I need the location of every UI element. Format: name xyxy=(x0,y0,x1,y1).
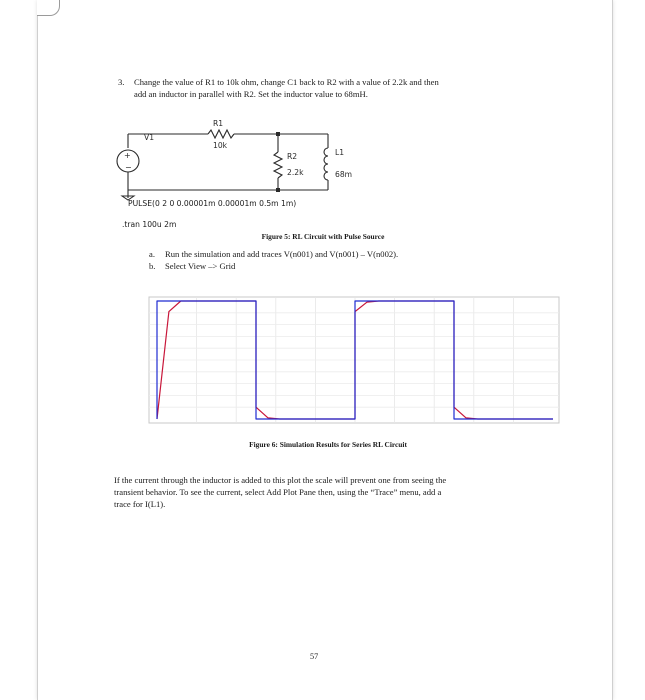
l1-value: 68m xyxy=(335,170,353,179)
l1-label: L1 xyxy=(335,148,345,157)
paragraph-line-3: trace for I(L1). xyxy=(114,499,166,509)
tran-directive: .tran 100u 2m xyxy=(122,220,177,229)
page-corner-tab xyxy=(37,0,60,16)
r1-label: R1 xyxy=(213,119,224,128)
step-a-text: Run the simulation and add traces V(n001) and V(n001) – V(n002). xyxy=(165,249,399,259)
node-dot xyxy=(276,132,280,136)
paragraph-line-2: transient behavior. To see the current, select Add Plot Pane then, using the “Trace” menu, add a xyxy=(114,487,442,497)
question-line-1: Change the value of R1 to 10k ohm, change C1 back to R2 with a value of 2.2k and then xyxy=(134,77,439,87)
v1-label: V1 xyxy=(144,133,155,142)
simulation-plot xyxy=(149,297,559,423)
r2-label: R2 xyxy=(287,152,298,161)
r2-value: 2.2k xyxy=(287,168,304,177)
r1-value: 10k xyxy=(213,141,228,150)
l1-inductor-icon xyxy=(324,148,328,180)
v1-plus-sign: + xyxy=(124,151,131,160)
page-number: 57 xyxy=(310,652,319,661)
r1-resistor-icon xyxy=(208,130,234,138)
v1-minus-sign: − xyxy=(125,163,132,172)
figure-6-caption: Figure 6: Simulation Results for Series RL Circuit xyxy=(249,440,407,449)
step-b-marker: b. xyxy=(149,261,156,271)
pulse-directive: PULSE(0 2 0 0.00001m 0.00001m 0.5m 1m) xyxy=(128,199,297,208)
step-a-marker: a. xyxy=(149,249,155,259)
document-page xyxy=(37,0,613,700)
step-b-text: Select View –> Grid xyxy=(165,261,236,271)
r2-resistor-icon xyxy=(274,152,282,178)
rl-circuit-schematic xyxy=(110,112,353,200)
node-dot xyxy=(276,188,280,192)
paragraph-line-1: If the current through the inductor is added to this plot the scale will prevent one from seeing the xyxy=(114,475,447,485)
question-number: 3. xyxy=(118,77,125,87)
figure-5-caption: Figure 5: RL Circuit with Pulse Source xyxy=(261,232,385,241)
question-line-2: add an inductor in parallel with R2. Set the inductor value to 68mH. xyxy=(134,89,368,99)
